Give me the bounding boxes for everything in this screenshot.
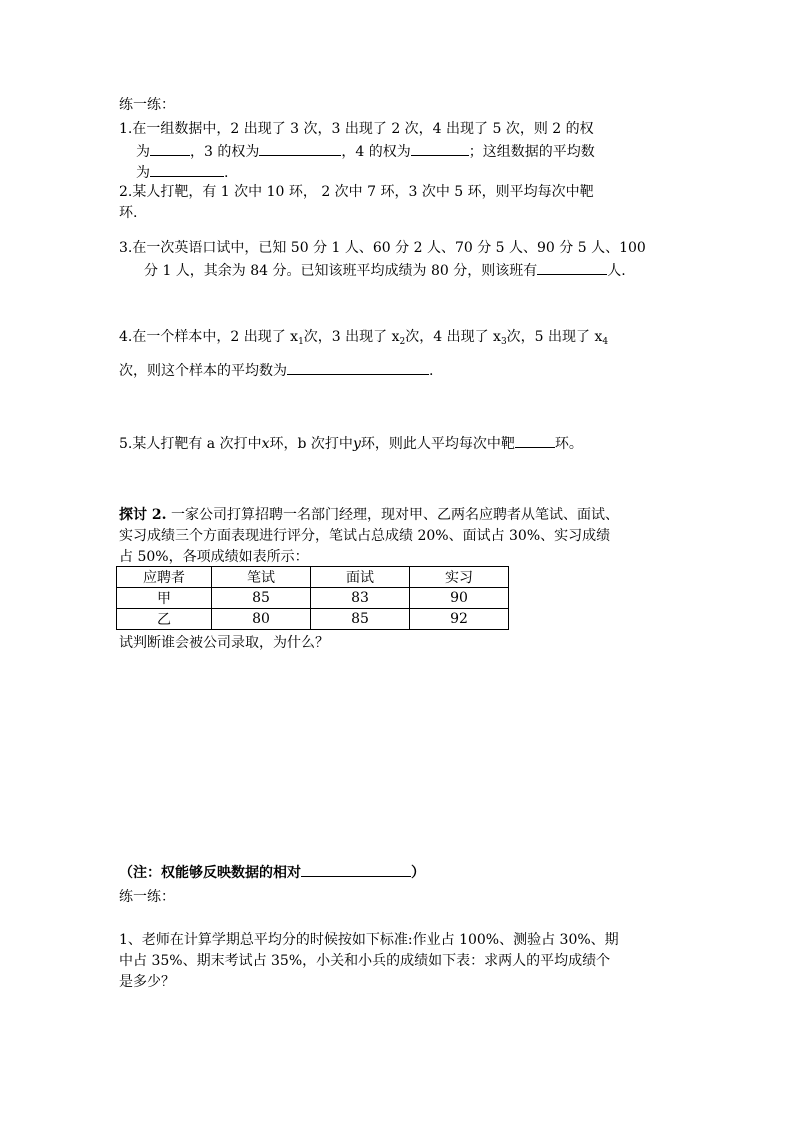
header-cell: 实习: [410, 567, 509, 588]
table-cell: 85: [212, 588, 311, 609]
blank-sample-mean[interactable]: [287, 358, 429, 375]
blank-class-size[interactable]: [537, 258, 607, 275]
p2-q1-line3: 是多少？: [119, 974, 175, 990]
table-cell: 90: [410, 588, 509, 609]
table-cell: 92: [410, 609, 509, 630]
q1-line1: 1.在一组数据中，2 出现了 3 次，3 出现了 2 次，4 出现了 5 次，则 2 的权: [119, 121, 594, 137]
table-cell: 80: [212, 609, 311, 630]
q2-line2: 环.: [119, 205, 138, 221]
blank-average-ring[interactable]: [515, 431, 555, 448]
blank-weight-2[interactable]: [150, 139, 190, 156]
discussion-question: 试判断谁会被公司录取，为什么？: [119, 635, 329, 651]
practice2-heading: 练一练：: [119, 889, 175, 905]
score-table: [116, 566, 509, 630]
table-cell: 甲: [117, 588, 212, 609]
header-cell: 笔试: [212, 567, 311, 588]
blank-weight-4[interactable]: [411, 139, 469, 156]
p2-q1-line1: 1、老师在计算学期总平均分的时候按如下标准:作业占 100%、测验占 30%、期: [119, 932, 619, 948]
discussion-line2: 实习成绩三个方面表现进行评分，笔试占总成绩 20%、面试占 30%、实习成绩: [119, 528, 611, 544]
blank-mean[interactable]: [150, 160, 224, 177]
q3-line1: 3.在一次英语口试中，已知 50 分 1 人、60 分 2 人、70 分 5 人、90 分 5 人、100: [119, 240, 646, 256]
q4-line2: 次，则这个样本的平均数为 .: [119, 358, 433, 382]
table-row: [117, 609, 509, 630]
table-cell: 乙: [117, 609, 212, 630]
q5-line: 5.某人打靶有 a 次打中x环，b 次打中y环，则此人平均每次中靶 环。: [119, 431, 583, 455]
q3-line2: 分 1 人，其余为 84 分。已知该班平均成绩为 80 分，则该班有 人.: [144, 258, 626, 282]
blank-note[interactable]: [301, 860, 411, 877]
practice-heading: 练一练：: [119, 97, 175, 113]
header-cell: 面试: [311, 567, 410, 588]
header-cell: 应聘者: [117, 567, 212, 588]
q1-line3: 为 .: [136, 160, 228, 184]
q1-line2: 为 ，3 的权为 ，4 的权为 ；这组数据的平均数: [136, 139, 595, 163]
discussion-line3: 占 50%，各项成绩如表所示：: [119, 549, 309, 565]
q2-line1: 2.某人打靶，有 1 次中 10 环， 2 次中 7 环，3 次中 5 环，则平均每次中靶: [119, 184, 594, 200]
note-line: （注：权能够反映数据的相对 ）: [119, 860, 425, 884]
blank-weight-3[interactable]: [259, 139, 341, 156]
discussion-label: 探讨 2.: [119, 507, 167, 523]
table-cell: 85: [311, 609, 410, 630]
q4-line1: 4.在一个样本中，2 出现了 $x_1$次，3 出现了 $x_2$次，4 出现了 $x_3$次，5 出现了 $x_4$: [119, 329, 609, 347]
discussion-line1: 探讨 2. 一家公司打算招聘一名部门经理，现对甲、乙两名应聘者从笔试、面试、: [119, 507, 619, 523]
table-row: [117, 588, 509, 609]
p2-q1-line2: 中占 35%、期末考试占 35%，小关和小兵的成绩如下表：求两人的平均成绩个: [119, 953, 611, 969]
table-cell: 83: [311, 588, 410, 609]
table-header-row: [117, 567, 509, 588]
